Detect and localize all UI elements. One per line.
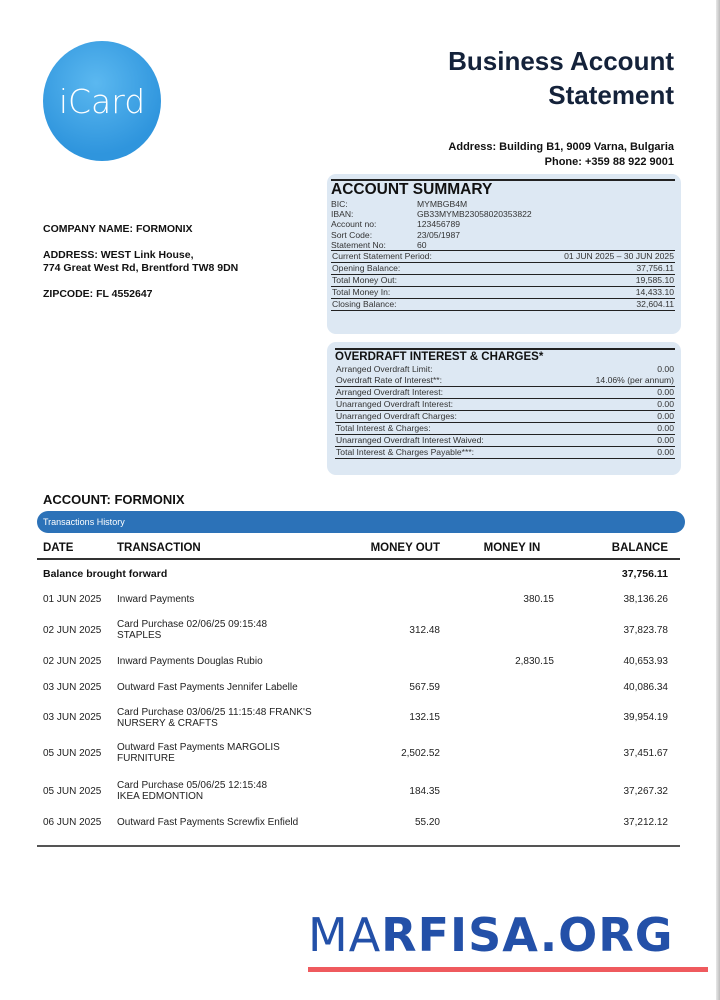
table-bottom-rule bbox=[37, 845, 680, 847]
table-row: 02 JUN 2025 Inward Payments Douglas Rubio 2,830.15 40,653.93 bbox=[43, 655, 668, 667]
page-edge bbox=[716, 0, 720, 1000]
logo-text: iCard bbox=[58, 81, 146, 121]
transactions-history-bar: Transactions History bbox=[37, 511, 685, 533]
statement-title: Business Account Statement bbox=[448, 46, 674, 110]
summary-row: Opening Balance: 37,756.11 bbox=[332, 263, 674, 274]
company-address-1: ADDRESS: WEST Link House, bbox=[43, 249, 194, 261]
overdraft-row: Arranged Overdraft Interest: 0.00 bbox=[336, 387, 674, 397]
icard-logo bbox=[43, 41, 161, 161]
overdraft-row: Arranged Overdraft Limit: 0.00 bbox=[336, 364, 674, 374]
col-money-in: MONEY IN bbox=[483, 542, 541, 554]
summary-detail: BIC: MYMBGB4M bbox=[331, 199, 468, 209]
table-header bbox=[37, 538, 680, 560]
summary-detail: Sort Code: 23/05/1987 bbox=[331, 229, 461, 240]
transactions-table bbox=[37, 538, 680, 834]
overdraft-row: Unarranged Overdraft Interest: 0.00 bbox=[336, 399, 674, 409]
col-date: DATE bbox=[43, 542, 74, 554]
table-row: 06 JUN 2025 Outward Fast Payments Screwfix Enfield 55.20 37,212.12 bbox=[43, 816, 668, 828]
summary-detail: IBAN: GB33MYMB23058020353822 bbox=[331, 209, 532, 220]
overdraft-row: Total Interest & Charges: 0.00 bbox=[336, 423, 674, 433]
account-summary-panel bbox=[327, 174, 681, 334]
company-zipcode: ZIPCODE: FL 4552647 bbox=[43, 288, 153, 300]
table-row: 03 JUN 2025 Card Purchase 03/06/25 11:15:48 FRANK'S NURSERY & CRAFTS 132.15 39,954.19 bbox=[43, 706, 668, 729]
summary-row: Total Money In: 14,433.10 bbox=[332, 287, 674, 298]
overdraft-row: Unarranged Overdraft Charges: 0.00 bbox=[336, 411, 674, 421]
overdraft-row: Unarranged Overdraft Interest Waived: 0.00 bbox=[336, 435, 674, 445]
bank-address: Address: Building B1, 9009 Varna, Bulgaria Phone: +359 88 922 9001 bbox=[448, 141, 674, 168]
summary-detail: Account no: 123456789 bbox=[331, 219, 461, 230]
overdraft-title: OVERDRAFT INTEREST & CHARGES* bbox=[335, 348, 675, 364]
col-money-out: MONEY OUT bbox=[370, 542, 440, 554]
company-name: COMPANY NAME: FORMONIX bbox=[43, 223, 193, 235]
summary-row: Total Money Out: 19,585.10 bbox=[332, 275, 674, 286]
summary-row: Closing Balance: 32,604.11 bbox=[332, 299, 674, 310]
overdraft-row: Overdraft Rate of Interest**: 14.06% (per annum) bbox=[336, 375, 674, 385]
summary-detail: Statement No: 60 bbox=[331, 239, 427, 250]
overdraft-row: Total Interest & Charges Payable***: 0.00 bbox=[336, 447, 674, 457]
company-address-2: 774 Great West Rd, Brentford TW8 9DN bbox=[43, 262, 239, 274]
account-title: ACCOUNT: FORMONIX bbox=[43, 492, 185, 507]
balance-brought-forward-row: Balance brought forward 37,756.11 bbox=[43, 567, 668, 580]
summary-row: Current Statement Period: 01 JUN 2025 – 30 JUN 2025 bbox=[332, 251, 674, 262]
watermark: MARFISA.ORG bbox=[308, 908, 674, 962]
table-row: 05 JUN 2025 Outward Fast Payments MARGOLIS FURNITURE 2,502.52 37,451.67 bbox=[43, 742, 668, 764]
table-row: 05 JUN 2025 Card Purchase 05/06/25 12:15:48 IKEA EDMONTION 184.35 37,267.32 bbox=[43, 780, 668, 802]
table-row: 03 JUN 2025 Outward Fast Payments Jennifer Labelle 567.59 40,086.34 bbox=[43, 682, 668, 693]
col-transaction: TRANSACTION bbox=[117, 542, 201, 554]
watermark-underline bbox=[308, 967, 708, 972]
col-balance: BALANCE bbox=[611, 542, 668, 554]
overdraft-panel bbox=[327, 342, 681, 475]
table-row: 02 JUN 2025 Card Purchase 02/06/25 09:15:48 STAPLES 312.48 37,823.78 bbox=[43, 619, 668, 641]
account-summary-title: ACCOUNT SUMMARY bbox=[331, 179, 675, 199]
table-row: 01 JUN 2025 Inward Payments 380.15 38,136.26 bbox=[43, 594, 668, 605]
company-info bbox=[43, 223, 238, 301]
